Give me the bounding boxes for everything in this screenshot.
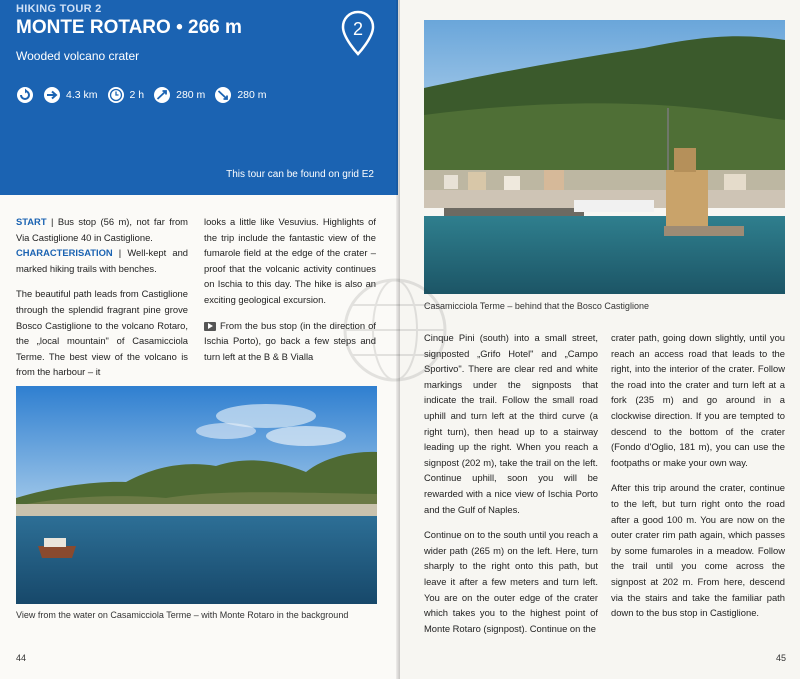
directions-start-text: From the bus stop (in the direction of Ischia Porto), go back a few steps and turn left at the B & B Vialla xyxy=(204,319,376,362)
route-paragraph-4: After this trip around the crater, continue to the left, but turn right onto the road after a good 100 m. You are now on the outer crater rim path again, which passes by some fumaroles in a meadow. Follow the trail until you come across the signpost at 202 m. From here, descend via the stairs and take the familiar path down to the bus stop in Castiglione. xyxy=(611,482,785,619)
stat-route-type xyxy=(16,86,34,104)
watermark-globe xyxy=(335,270,455,390)
intro-paragraph: The beautiful path leads from Castiglione through the splendid fragrant pine grove Bosco Castiglione to the volcano Rotaro, the „local mountain" of Casamicciola Terme. The best view of the volcano is from the harbour – it xyxy=(16,288,188,378)
page-number-right: 45 xyxy=(775,653,786,663)
play-arrow-icon xyxy=(204,322,216,331)
tour-title: MONTE ROTARO • 266 m xyxy=(16,17,242,38)
map-pin-icon xyxy=(341,10,375,56)
tour-kicker: HIKING TOUR 2 xyxy=(16,3,102,15)
grid-reference-note: This tour can be found on grid E2 xyxy=(226,169,374,180)
ascent-icon xyxy=(153,86,171,104)
left-photo-caption: View from the water on Casamicciola Terme – with Monte Rotaro in the background xyxy=(16,610,349,620)
characterisation-label: CHARACTERISATION xyxy=(16,247,113,259)
start-text: | Bus stop (56 m), not far from Via Castiglione 40 in Castiglione. xyxy=(16,216,188,243)
photo-casamicciola-harbour xyxy=(424,20,785,294)
photo-casamicciola-from-water xyxy=(16,386,377,604)
characterisation-text: | Well-kept and marked hiking trails with benches. xyxy=(16,247,188,274)
stat-descent xyxy=(214,86,266,104)
characterisation-paragraph xyxy=(16,245,188,276)
stat-ascent xyxy=(153,86,205,104)
tour-number: 2 xyxy=(352,19,364,39)
route-paragraph-1: Cinque Pini (south) into a small street, signposted „Grifo Hotel" and „Campo Sportivo". There are clear red and white markings under the signposts that indicate the trail. Follow the small road uphill and turn left at the third curve (a right turn), then head up to a stairway leading up the right. When you reach a signpost (202 m), take the trail on the left. Continue uphill, soon you will be rewarded with a nice view of Ischia Porto and the Gulf of Naples. xyxy=(424,332,598,515)
page-number-left: 44 xyxy=(16,653,27,663)
start-paragraph xyxy=(16,214,188,245)
right-column-2 xyxy=(611,330,785,621)
duration-value: 2 h xyxy=(129,89,145,101)
clock-icon xyxy=(107,86,125,104)
start-label: START xyxy=(16,216,47,227)
tour-subtitle: Wooded volcano crater xyxy=(16,49,140,63)
loop-route-icon xyxy=(16,86,34,104)
left-column-1 xyxy=(16,214,188,380)
descent-icon xyxy=(214,86,232,104)
descent-value: 280 m xyxy=(237,89,267,101)
tour-header xyxy=(0,0,398,195)
route-paragraph-3: crater path, going down slightly, until you reach an access road that leads to the right, into the interior of the crater. Follow the road into the crater and turn left at a fork (235 m) and go around in a clockwise direction. If you are tempted to descend to the bottom of the crater (Fondo d'Oglio, 181 m), you can use the footpaths or make your own way. xyxy=(611,332,785,468)
stat-distance xyxy=(43,86,98,104)
right-page xyxy=(400,0,800,679)
highlights-paragraph: looks a little like Vesuvius. Highlights of the trip include the fantastic view of the fumarole field at the edge of the crater – proof that the volcanic activity continues on Ischia to this day. The hike is also an exciting geological excursion. xyxy=(204,216,376,305)
ascent-value: 280 m xyxy=(176,89,206,101)
route-paragraph-2: Continue on to the south until you reach a wider path (265 m) on the left. Here, turn sharply to the right onto this path, but leave it after a few meters and turn left. You are on the outer edge of the crater which takes you to the highest point of Monte Rotaro (signpost). Continue on the xyxy=(424,529,598,634)
right-photo-caption: Casamicciola Terme – behind that the Bosco Castiglione xyxy=(424,301,649,311)
distance-value: 4.3 km xyxy=(66,89,98,101)
arrow-direction-icon xyxy=(43,86,61,104)
tour-stats xyxy=(16,86,267,104)
stat-duration xyxy=(107,86,145,104)
